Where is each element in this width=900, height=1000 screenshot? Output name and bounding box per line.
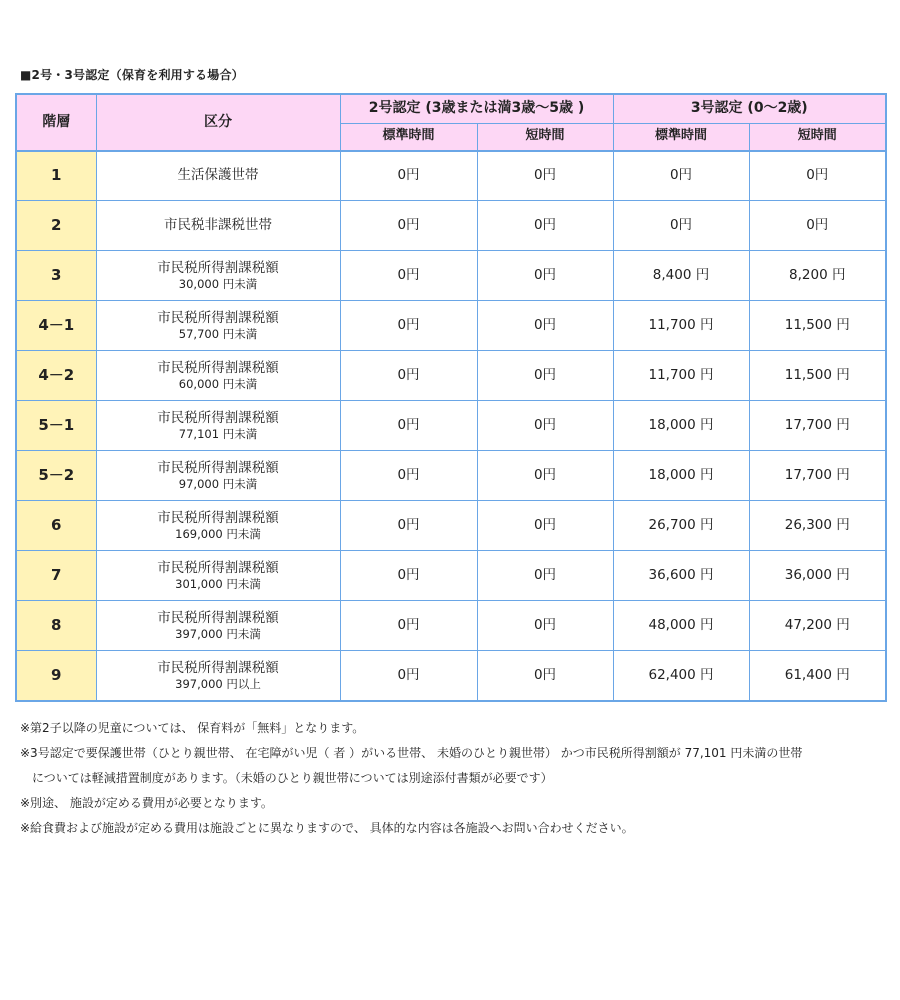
category-cell: [96, 651, 340, 701]
category-label: 市民税所得割課税額: [157, 409, 279, 426]
category-cell: [96, 201, 340, 251]
tier-cell: 5－1: [16, 401, 96, 451]
fee-cell-type2-standard: 0円: [340, 601, 477, 651]
category-label: 生活保護世帯: [177, 167, 259, 184]
fee-cell-type2-standard: 0円: [340, 401, 477, 451]
category-label: 市民税所得割課税額: [157, 559, 279, 576]
header-type3: 3号認定 (0～2歳): [613, 94, 886, 123]
fee-cell-type2-standard: 0円: [340, 551, 477, 601]
tier-cell: 3: [16, 251, 96, 301]
table-row: [16, 451, 886, 501]
table-row: [16, 151, 886, 201]
category-threshold: 397,000 円未満: [175, 626, 261, 641]
fee-cell-type2-short: 0円: [477, 601, 613, 651]
fee-cell-type3-short: 0円: [749, 201, 886, 251]
notes: [20, 716, 880, 841]
fee-cell-type2-short: 0円: [477, 651, 613, 701]
header-type3-standard: 標準時間: [613, 123, 749, 151]
category-threshold: 57,700 円未満: [178, 326, 258, 341]
table-row: [16, 651, 886, 701]
category-cell: [96, 451, 340, 501]
table-row: [16, 601, 886, 651]
fee-cell-type3-standard: 0円: [613, 151, 749, 201]
fee-cell-type2-standard: 0円: [340, 151, 477, 201]
fee-table-body: [16, 151, 886, 701]
tier-cell: 6: [16, 501, 96, 551]
category-label: 市民税所得割課税額: [157, 359, 279, 376]
category-threshold: 169,000 円未満: [175, 526, 261, 541]
category-label: 市民税所得割課税額: [157, 259, 279, 276]
fee-cell-type2-standard: 0円: [340, 351, 477, 401]
fee-cell-type3-short: 11,500 円: [749, 351, 886, 401]
fee-cell-type3-standard: 18,000 円: [613, 451, 749, 501]
tier-cell: 7: [16, 551, 96, 601]
category-cell: [96, 351, 340, 401]
category-label: 市民税非課税世帯: [164, 217, 272, 234]
fee-cell-type2-short: 0円: [477, 251, 613, 301]
category-threshold: 301,000 円未満: [175, 576, 261, 591]
category-cell: [96, 401, 340, 451]
fee-cell-type3-standard: 26,700 円: [613, 501, 749, 551]
category-label: 市民税所得割課税額: [157, 509, 279, 526]
fee-cell-type2-short: 0円: [477, 451, 613, 501]
fee-cell-type3-standard: 8,400 円: [613, 251, 749, 301]
table-row: [16, 301, 886, 351]
fee-cell-type3-standard: 0円: [613, 201, 749, 251]
tier-cell: 4－2: [16, 351, 96, 401]
tier-cell: 2: [16, 201, 96, 251]
fee-cell-type2-standard: 0円: [340, 451, 477, 501]
table-row: [16, 201, 886, 251]
fee-cell-type2-standard: 0円: [340, 501, 477, 551]
header-tier: 階層: [16, 94, 96, 151]
category-threshold: 77,101 円未満: [178, 426, 258, 441]
fee-cell-type3-short: 17,700 円: [749, 451, 886, 501]
fee-cell-type3-standard: 11,700 円: [613, 351, 749, 401]
table-row: [16, 501, 886, 551]
fee-cell-type3-short: 61,400 円: [749, 651, 886, 701]
fee-cell-type2-standard: 0円: [340, 301, 477, 351]
fee-cell-type2-short: 0円: [477, 501, 613, 551]
tier-cell: 5－2: [16, 451, 96, 501]
fee-cell-type3-standard: 36,600 円: [613, 551, 749, 601]
category-cell: [96, 251, 340, 301]
category-label: 市民税所得割課税額: [157, 659, 279, 676]
header-type2-standard: 標準時間: [340, 123, 477, 151]
category-label: 市民税所得割課税額: [157, 459, 279, 476]
table-row: [16, 351, 886, 401]
fee-cell-type2-short: 0円: [477, 151, 613, 201]
tier-cell: 1: [16, 151, 96, 201]
category-threshold: 97,000 円未満: [178, 476, 258, 491]
category-cell: [96, 551, 340, 601]
fee-cell-type3-standard: 18,000 円: [613, 401, 749, 451]
fee-cell-type2-short: 0円: [477, 201, 613, 251]
fee-cell-type3-standard: 48,000 円: [613, 601, 749, 651]
table-row: [16, 401, 886, 451]
fee-cell-type3-standard: 11,700 円: [613, 301, 749, 351]
header-type2-short: 短時間: [477, 123, 613, 151]
fee-cell-type3-short: 26,300 円: [749, 501, 886, 551]
category-cell: [96, 601, 340, 651]
note-reduction-measure-continued: については軽減措置制度があります。（未婚のひとり親世帯については別途添付書類が必要です）: [32, 771, 553, 785]
category-label: 市民税所得割課税額: [157, 609, 279, 626]
category-threshold: 397,000 円以上: [175, 676, 261, 691]
tier-cell: 8: [16, 601, 96, 651]
section-heading: ■2号・3号認定（保育を利用する場合）: [20, 68, 244, 82]
category-cell: [96, 301, 340, 351]
category-threshold: 60,000 円未満: [178, 376, 258, 391]
header-type3-short: 短時間: [749, 123, 886, 151]
fee-cell-type2-short: 0円: [477, 551, 613, 601]
category-label: 市民税所得割課税額: [157, 309, 279, 326]
fee-cell-type2-short: 0円: [477, 401, 613, 451]
fee-cell-type3-short: 0円: [749, 151, 886, 201]
fee-cell-type3-short: 47,200 円: [749, 601, 886, 651]
note-reduction-measure: ※3号認定で要保護世帯（ひとり親世帯、 在宅障がい児（ 者 ）がいる世帯、 未婚のひとり親世帯） かつ市民税所得割額が 77,101 円未満の世帯: [20, 746, 803, 760]
fee-cell-type2-short: 0円: [477, 351, 613, 401]
fee-cell-type2-short: 0円: [477, 301, 613, 351]
table-row: [16, 551, 886, 601]
note-facility-fees: ※別途、 施設が定める費用が必要となります。: [20, 796, 273, 810]
tier-cell: 9: [16, 651, 96, 701]
header-category: 区分: [96, 94, 340, 151]
fee-cell-type3-short: 17,700 円: [749, 401, 886, 451]
table-row: [16, 251, 886, 301]
fee-cell-type3-short: 11,500 円: [749, 301, 886, 351]
note-meal-fees: ※給食費および施設が定める費用は施設ごとに異なりますので、 具体的な内容は各施設へお問い合わせください。: [20, 821, 634, 835]
fee-cell-type2-standard: 0円: [340, 651, 477, 701]
note-second-child-free: ※第2子以降の児童については、 保育料が「無料」となります。: [20, 721, 365, 735]
tier-cell: 4－1: [16, 301, 96, 351]
fee-cell-type3-short: 8,200 円: [749, 251, 886, 301]
fee-cell-type3-standard: 62,400 円: [613, 651, 749, 701]
fee-cell-type2-standard: 0円: [340, 251, 477, 301]
category-cell: [96, 501, 340, 551]
category-cell: [96, 151, 340, 201]
fee-cell-type3-short: 36,000 円: [749, 551, 886, 601]
fee-cell-type2-standard: 0円: [340, 201, 477, 251]
category-threshold: 30,000 円未満: [178, 276, 258, 291]
childcare-fee-table: [15, 93, 887, 702]
header-type2: 2号認定 (3歳または満3歳～5歳 ): [340, 94, 613, 123]
